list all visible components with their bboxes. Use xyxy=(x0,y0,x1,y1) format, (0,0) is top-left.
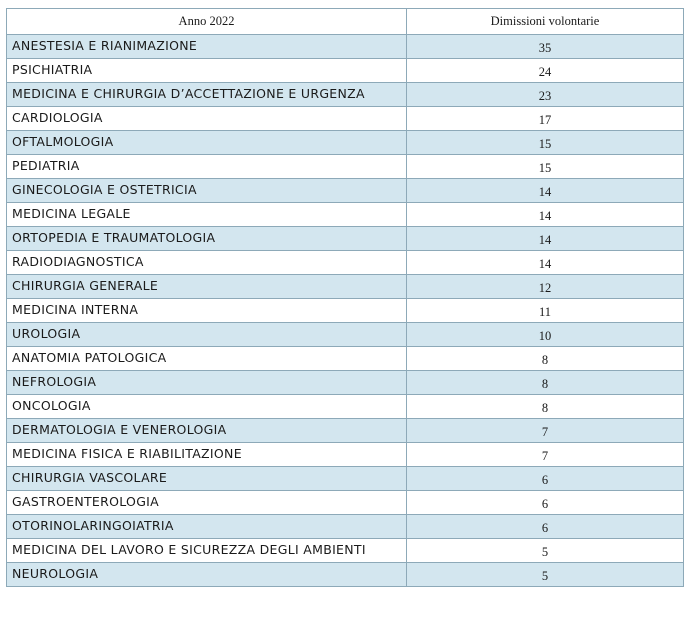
table-header-row xyxy=(7,9,684,35)
resignation-count: 6 xyxy=(407,467,684,491)
table-row xyxy=(7,35,684,59)
header-year: Anno 2022 xyxy=(7,9,407,35)
department-name: MEDICINA DEL LAVORO E SICUREZZA DEGLI AMBIENTI xyxy=(7,539,407,563)
table-row xyxy=(7,131,684,155)
resignation-count: 6 xyxy=(407,515,684,539)
table-row xyxy=(7,155,684,179)
department-name: ANESTESIA E RIANIMAZIONE xyxy=(7,35,407,59)
table-container xyxy=(6,8,683,587)
resignation-count: 24 xyxy=(407,59,684,83)
table-row xyxy=(7,443,684,467)
resignation-count: 10 xyxy=(407,323,684,347)
department-name: CARDIOLOGIA xyxy=(7,107,407,131)
resignations-table xyxy=(6,8,684,587)
department-name: MEDICINA INTERNA xyxy=(7,299,407,323)
department-name: MEDICINA LEGALE xyxy=(7,203,407,227)
table-row xyxy=(7,59,684,83)
resignation-count: 12 xyxy=(407,275,684,299)
department-name: OFTALMOLOGIA xyxy=(7,131,407,155)
department-name: MEDICINA FISICA E RIABILITAZIONE xyxy=(7,443,407,467)
resignation-count: 23 xyxy=(407,83,684,107)
table-row xyxy=(7,179,684,203)
table-row xyxy=(7,515,684,539)
department-name: UROLOGIA xyxy=(7,323,407,347)
table-row xyxy=(7,539,684,563)
department-name: NEFROLOGIA xyxy=(7,371,407,395)
department-name: CHIRURGIA GENERALE xyxy=(7,275,407,299)
resignation-count: 35 xyxy=(407,35,684,59)
department-name: MEDICINA E CHIRURGIA D’ACCETTAZIONE E URGENZA xyxy=(7,83,407,107)
table-row xyxy=(7,83,684,107)
resignation-count: 6 xyxy=(407,491,684,515)
resignation-count: 5 xyxy=(407,539,684,563)
department-name: PSICHIATRIA xyxy=(7,59,407,83)
table-row xyxy=(7,227,684,251)
table-row xyxy=(7,395,684,419)
resignation-count: 8 xyxy=(407,347,684,371)
resignation-count: 15 xyxy=(407,155,684,179)
table-row xyxy=(7,275,684,299)
table-body xyxy=(7,35,684,587)
table-row xyxy=(7,347,684,371)
table-row xyxy=(7,107,684,131)
table-row xyxy=(7,251,684,275)
table-row xyxy=(7,467,684,491)
resignation-count: 17 xyxy=(407,107,684,131)
table-row xyxy=(7,323,684,347)
header-voluntary-resignations: Dimissioni volontarie xyxy=(407,9,684,35)
department-name: GINECOLOGIA E OSTETRICIA xyxy=(7,179,407,203)
resignation-count: 15 xyxy=(407,131,684,155)
department-name: ONCOLOGIA xyxy=(7,395,407,419)
table-row xyxy=(7,299,684,323)
department-name: ANATOMIA PATOLOGICA xyxy=(7,347,407,371)
resignation-count: 14 xyxy=(407,203,684,227)
resignation-count: 14 xyxy=(407,179,684,203)
table-row xyxy=(7,419,684,443)
table-row xyxy=(7,203,684,227)
resignation-count: 7 xyxy=(407,419,684,443)
department-name: CHIRURGIA VASCOLARE xyxy=(7,467,407,491)
resignation-count: 7 xyxy=(407,443,684,467)
table-row xyxy=(7,491,684,515)
resignation-count: 14 xyxy=(407,227,684,251)
department-name: DERMATOLOGIA E VENEROLOGIA xyxy=(7,419,407,443)
table-row xyxy=(7,563,684,587)
department-name: NEUROLOGIA xyxy=(7,563,407,587)
table-row xyxy=(7,371,684,395)
department-name: PEDIATRIA xyxy=(7,155,407,179)
department-name: OTORINOLARINGOIATRIA xyxy=(7,515,407,539)
resignation-count: 14 xyxy=(407,251,684,275)
resignation-count: 8 xyxy=(407,395,684,419)
department-name: GASTROENTEROLOGIA xyxy=(7,491,407,515)
department-name: RADIODIAGNOSTICA xyxy=(7,251,407,275)
resignation-count: 11 xyxy=(407,299,684,323)
resignation-count: 8 xyxy=(407,371,684,395)
department-name: ORTOPEDIA E TRAUMATOLOGIA xyxy=(7,227,407,251)
resignation-count: 5 xyxy=(407,563,684,587)
